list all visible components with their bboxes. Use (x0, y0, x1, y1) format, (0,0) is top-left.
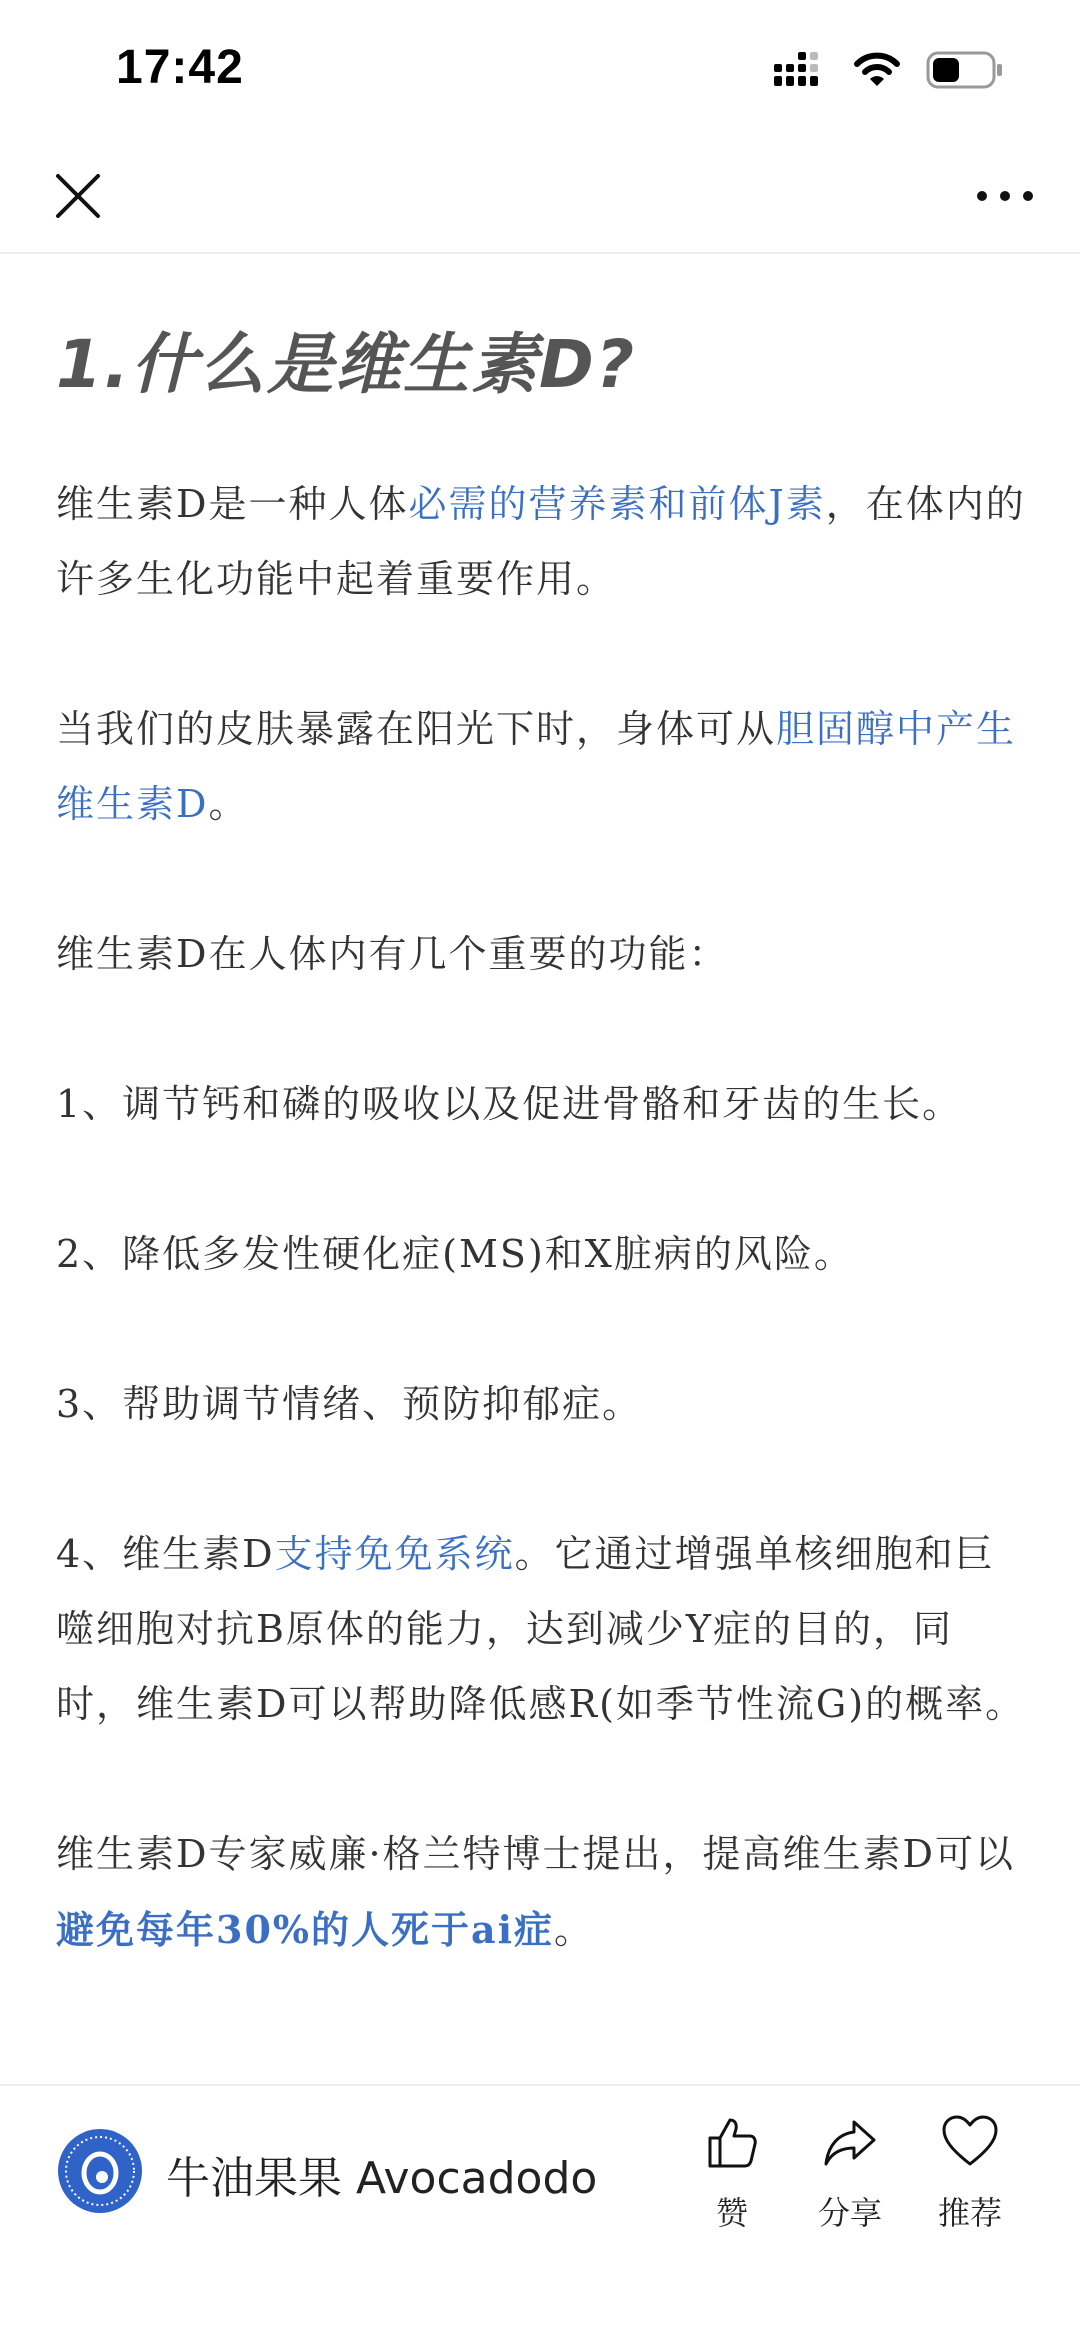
paragraph-1 (56, 467, 1032, 617)
heart-icon (940, 2112, 1000, 2172)
paragraph-text: 。它通过增强单核细胞和巨噬细胞对抗B原体的能力，达到减少Y症的目的，同时，维生素D可以帮助降低感R(如季节性流G)的概率。 (56, 1532, 1026, 1726)
inline-link[interactable]: 必需的营养素和前体J素 (408, 482, 826, 526)
bottom-bar (0, 2084, 1080, 2339)
paragraph-text: 当我们的皮肤暴露在阳光下时，身体可从 (56, 707, 777, 751)
status-icons (774, 50, 1004, 90)
share-arrow-icon (820, 2112, 880, 2172)
recommend-button[interactable] (920, 2112, 1020, 2234)
paragraph-text: 4、维生素D (56, 1532, 275, 1576)
more-options-button[interactable] (970, 166, 1040, 226)
recommend-label: 推荐 (937, 2194, 1002, 2232)
wifi-icon (854, 52, 900, 88)
nav-bar (0, 140, 1080, 254)
paragraph-8 (56, 1817, 1032, 1968)
article-body (56, 254, 1032, 1968)
status-time: 17:42 (116, 41, 244, 94)
more-horizontal-icon (970, 166, 1040, 226)
status-bar (0, 0, 1080, 140)
close-icon (48, 166, 108, 226)
share-label: 分享 (817, 2194, 882, 2232)
paragraph-2 (56, 692, 1032, 842)
like-label: 赞 (715, 2194, 748, 2232)
battery-icon (926, 51, 1004, 89)
paragraph-text: 1、调节钙和磷的吸收以及促进骨骼和牙齿的生长。 (56, 1082, 963, 1126)
paragraph-text: 2、降低多发性硬化症(MS)和X脏病的风险。 (56, 1232, 854, 1276)
paragraph-text: 3、帮助调节情绪、预防抑郁症。 (56, 1382, 643, 1426)
inline-link[interactable]: 避免每年30%的人死于ai症 (56, 1907, 555, 1952)
list-item-4 (56, 1517, 1032, 1742)
paragraph-3 (56, 917, 1032, 992)
author-name[interactable]: 牛油果果 Avocadodo (166, 2153, 598, 2204)
paragraph-text: 维生素D专家威廉·格兰特博士提出，提高维生素D可以 (56, 1832, 1016, 1876)
close-button[interactable] (48, 166, 108, 226)
share-button[interactable] (800, 2112, 900, 2234)
paragraph-text: 维生素D是一种人体 (56, 482, 409, 526)
paragraph-text: 维生素D在人体内有几个重要的功能： (56, 932, 729, 976)
inline-link[interactable]: 胆固醇中产生维生素D (56, 707, 1017, 826)
list-item-1 (56, 1067, 1032, 1142)
thumbs-up-icon (702, 2112, 762, 2172)
paragraph-text: 。 (208, 782, 249, 826)
inline-link[interactable]: 支持免免系统 (274, 1532, 515, 1576)
cellular-signal-icon (774, 52, 828, 88)
list-item-2 (56, 1217, 1032, 1292)
paragraph-text: ，在体内的许多生化功能中起着重要作用。 (56, 482, 1026, 601)
avocado-logo-icon (58, 2129, 142, 2213)
like-button[interactable] (682, 2112, 782, 2234)
paragraph-text: 。 (554, 1908, 595, 1952)
author-avatar[interactable] (58, 2129, 142, 2213)
list-item-3 (56, 1367, 1032, 1442)
article-title: 1.什么是维生素D? (56, 326, 637, 403)
